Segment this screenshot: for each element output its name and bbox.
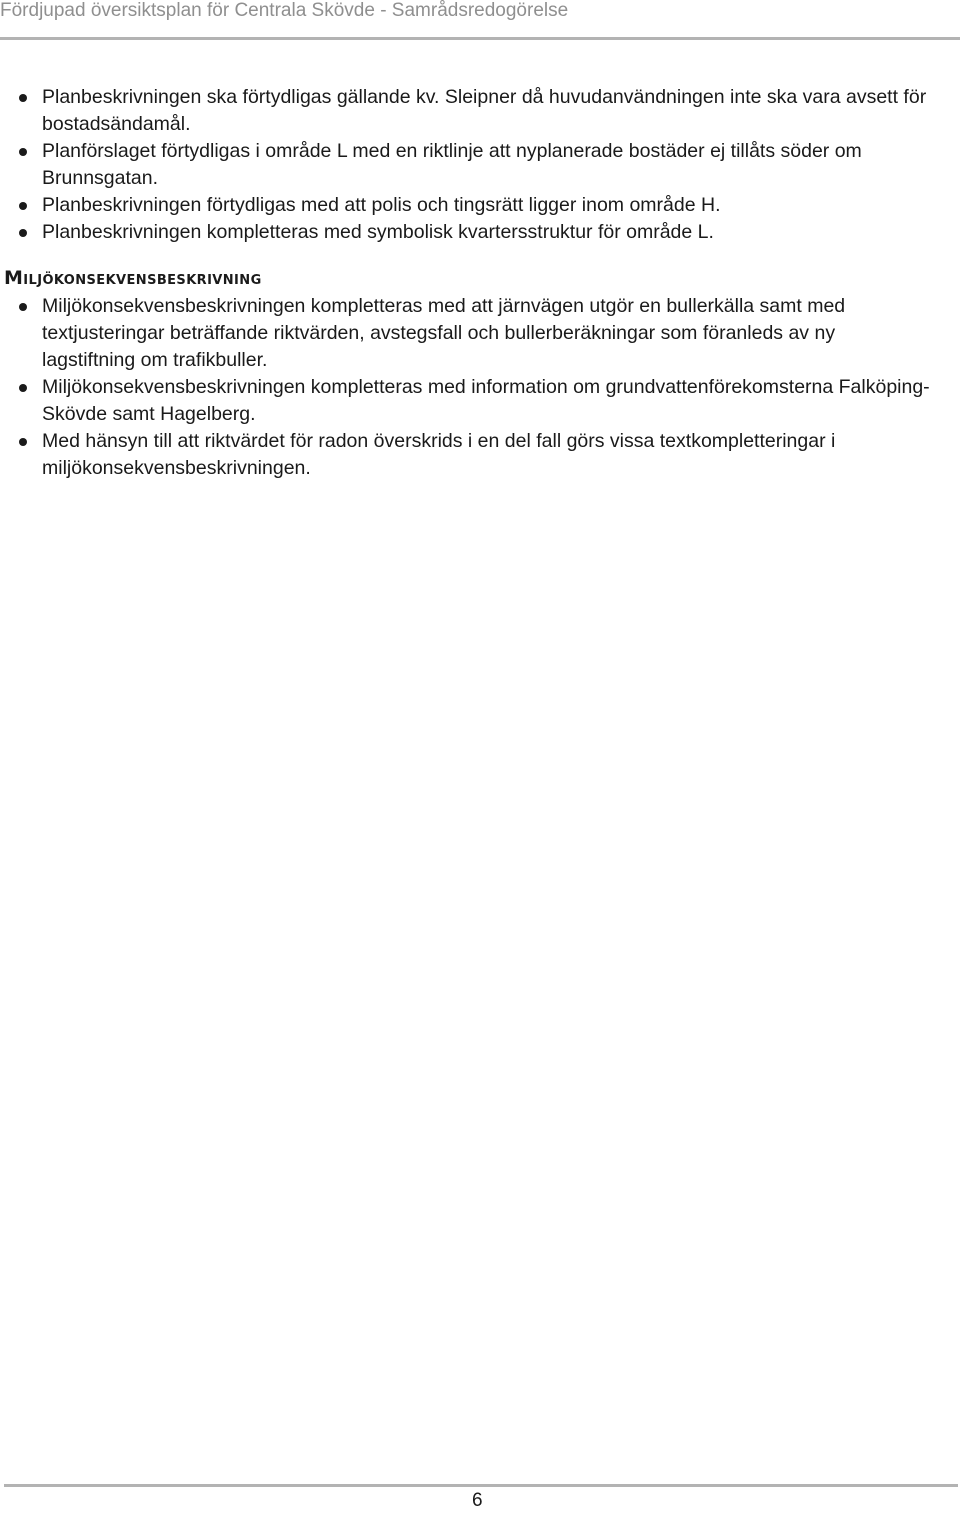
list-item-text: Miljökonsekvensbeskrivningen kompletteras med att järnvägen utgör en bullerkälla samt med textjusteringar beträffande riktvärden, avstegsfall och bullerberäkningar som föranleds av ny lagstiftning om trafikbuller. bbox=[42, 295, 846, 371]
list-item bbox=[0, 219, 930, 246]
list-item-text: Planbeskrivningen förtydligas med att polis och tingsrätt ligger inom område H. bbox=[42, 194, 721, 216]
list-item-text: Planbeskrivningen kompletteras med symbolisk kvartersstruktur för område L. bbox=[42, 221, 714, 243]
list-item bbox=[0, 293, 930, 374]
list-item bbox=[0, 138, 930, 192]
list-item-text: Planbeskrivningen ska förtydligas gällande kv. Sleipner då huvudanvändningen inte ska vara avsett för bostadsändamål. bbox=[42, 86, 927, 135]
environment-changes-list bbox=[0, 293, 930, 482]
list-item bbox=[0, 374, 930, 428]
page-number: 6 bbox=[472, 1490, 483, 1511]
bullet-icon bbox=[19, 303, 27, 311]
list-item-text: Med hänsyn till att riktvärdet för radon överskrids i en del fall görs vissa textkompletteringar i miljökonsekvensbeskrivningen. bbox=[42, 430, 836, 479]
bullet-icon bbox=[19, 94, 27, 102]
bullet-icon bbox=[19, 384, 27, 392]
bullet-icon bbox=[19, 148, 27, 156]
page-footer bbox=[4, 1484, 958, 1512]
bullet-icon bbox=[19, 229, 27, 237]
list-item-text: Planförslaget förtydligas i område L med en riktlinje att nyplanerade bostäder ej tillåts söder om Brunnsgatan. bbox=[42, 140, 862, 189]
document-title: Fördjupad översiktsplan för Centrala Skövde - Samrådsredogörelse bbox=[0, 0, 569, 21]
list-item bbox=[0, 192, 930, 219]
list-item bbox=[0, 428, 930, 482]
bullet-icon bbox=[19, 202, 27, 210]
planning-changes-list bbox=[0, 84, 930, 246]
running-header bbox=[0, 0, 960, 40]
list-item-text: Miljökonsekvensbeskrivningen kompletteras med information om grundvattenförekomsterna Falköping-Skövde samt Hagelberg. bbox=[42, 376, 930, 425]
section-heading-environment: Miljökonsekvensbeskrivning bbox=[4, 267, 262, 289]
list-item bbox=[0, 84, 930, 138]
bullet-icon bbox=[19, 438, 27, 446]
